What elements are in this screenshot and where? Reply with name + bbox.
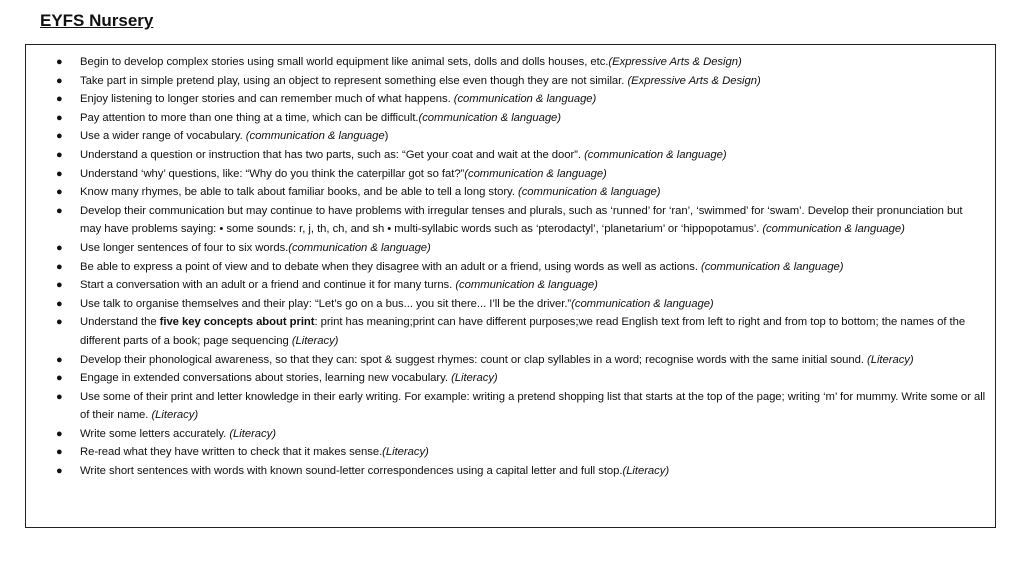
bullet-icon: ● <box>56 204 63 217</box>
item-category: (Expressive Arts & Design) <box>608 56 742 68</box>
list-item <box>26 313 994 350</box>
list-item <box>26 462 994 481</box>
bullet-icon: ● <box>56 167 63 180</box>
item-category: (communication & language) <box>584 148 727 161</box>
item-category: (Literacy) <box>867 353 914 366</box>
bullet-icon: ● <box>56 241 63 254</box>
item-text: Use talk to organise themselves and their play: “Let’s go on a bus... you sit there... I’ll be the driver.” <box>80 297 572 310</box>
item-category: (Expressive Arts & Design) <box>627 74 761 87</box>
bullet-icon: ● <box>56 353 63 366</box>
bullet-icon: ● <box>56 111 63 124</box>
item-text: Develop their communication but may continue to have problems with irregular tenses and plurals, such as ‘runned’ for ‘ran’, ‘swimmed’ for ‘swam’. Develop their pronunciation but may have problems saying: • some sounds: r, j, th, ch, and sh • multi-syllabic words such as ‘pterodactyl’, ‘planetarium’ or ‘hippopotamus’. <box>80 204 963 236</box>
bullet-icon: ● <box>56 465 63 478</box>
bullet-icon: ● <box>56 372 63 385</box>
item-category: (communication & language <box>245 130 385 143</box>
item-category: (communication & language) <box>453 93 597 106</box>
content-box <box>25 44 996 528</box>
bullet-list <box>26 53 994 481</box>
item-category: (communication & language) <box>418 111 561 124</box>
item-text: Take part in simple pretend play, using an object to represent something else even though they are not similar. <box>80 74 628 87</box>
item-category: (Literacy) <box>291 334 339 347</box>
list-item <box>26 72 994 91</box>
item-bold-text: five key concepts about print <box>159 316 315 329</box>
item-tail-text: ) <box>384 130 389 143</box>
item-category: (communication & language) <box>701 260 844 273</box>
bullet-icon: ● <box>56 297 63 310</box>
item-text: Write some letters accurately. <box>80 427 230 440</box>
list-item <box>26 276 994 295</box>
bullet-icon: ● <box>56 446 63 459</box>
list-item <box>26 183 994 202</box>
item-text: Engage in extended conversations about stories, learning new vocabulary. <box>80 372 452 385</box>
item-category: (Literacy) <box>151 409 199 422</box>
item-category: (Literacy) <box>382 446 429 459</box>
item-text: Enjoy listening to longer stories and can remember much of what happens. <box>80 93 454 106</box>
item-category: (communication & language) <box>762 223 905 236</box>
list-item <box>26 146 994 165</box>
bullet-icon: ● <box>56 427 63 440</box>
list-item <box>26 369 994 388</box>
item-text: Use some of their print and letter knowledge in their early writing. For example: writing a pretend shopping list that starts at the top of the page; writing ‘m’ for mummy. Write some or all of their name. <box>80 390 986 422</box>
bullet-icon: ● <box>56 186 63 199</box>
bullet-icon: ● <box>56 390 63 403</box>
list-item <box>26 443 994 462</box>
item-category: (Literacy) <box>451 372 498 385</box>
list-item <box>26 388 994 425</box>
list-item <box>26 202 994 239</box>
item-lead-text: Understand the <box>80 316 160 329</box>
list-item <box>26 90 994 109</box>
item-text: Pay attention to more than one thing at a time, which can be difficult. <box>80 111 419 124</box>
item-text: Write short sentences with words with known sound-letter correspondences using a capital letter and full stop. <box>80 465 623 478</box>
list-item <box>26 425 994 444</box>
list-item <box>26 239 994 258</box>
item-text: Develop their phonological awareness, so that they can: spot & suggest rhymes: count or clap syllables in a word; recognise words with the same initial sound. <box>80 353 868 366</box>
item-text: : print has meaning;print can have different purposes;we read English text from left to right and from top to bottom; the names of the different parts of a book; page sequencing <box>80 316 966 347</box>
bullet-icon: ● <box>56 130 63 143</box>
item-text: Begin to develop complex stories using small world equipment like animal sets, dolls and dolls houses, etc. <box>80 56 609 68</box>
item-text: Use longer sentences of four to six words. <box>80 241 289 254</box>
item-text: Use a wider range of vocabulary. <box>80 130 246 143</box>
item-text: Start a conversation with an adult or a friend and continue it for many turns. <box>80 279 456 292</box>
bullet-icon: ● <box>56 316 63 329</box>
bullet-icon: ● <box>56 56 63 68</box>
page-title: EYFS Nursery <box>40 11 154 30</box>
bullet-icon: ● <box>56 93 63 106</box>
list-item <box>26 351 994 370</box>
item-category: (Literacy) <box>229 427 276 440</box>
item-category: (communication & language) <box>571 297 714 310</box>
bullet-icon: ● <box>56 74 63 87</box>
list-item <box>26 165 994 184</box>
bullet-icon: ● <box>56 148 63 161</box>
item-category: (communication & language) <box>464 167 607 180</box>
item-category: (communication & language) <box>518 186 661 199</box>
item-category: (communication & language) <box>455 279 598 292</box>
item-text: Re-read what they have written to check that it makes sense. <box>80 446 383 459</box>
item-text: Understand a question or instruction that has two parts, such as: “Get your coat and wait at the door”. <box>80 148 585 161</box>
bullet-icon: ● <box>56 279 63 292</box>
item-category: (communication & language) <box>288 241 431 254</box>
list-item <box>26 109 994 128</box>
list-item <box>26 53 994 72</box>
item-text: Understand ‘why’ questions, like: “Why do you think the caterpillar got so fat?” <box>80 167 465 180</box>
list-item <box>26 258 994 277</box>
bullet-icon: ● <box>56 260 63 273</box>
item-text: Know many rhymes, be able to talk about familiar books, and be able to tell a long story. <box>80 186 518 199</box>
list-item <box>26 295 994 314</box>
list-item <box>26 127 994 146</box>
item-category: (Literacy) <box>622 465 670 478</box>
item-text: Be able to express a point of view and to debate when they disagree with an adult or a friend, using words as well as actions. <box>80 260 701 273</box>
